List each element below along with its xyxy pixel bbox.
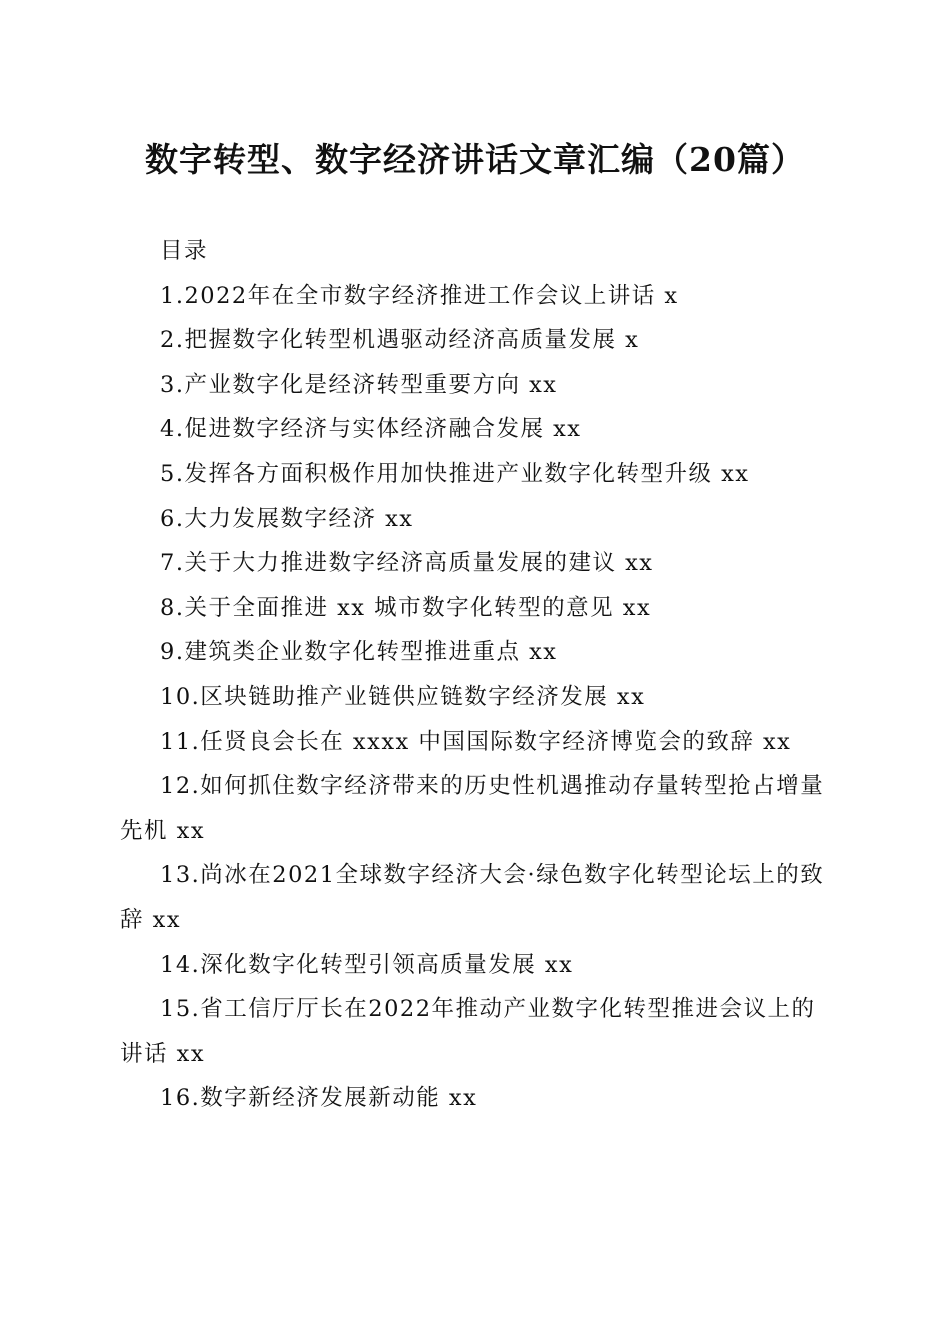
toc-item: 13.尚冰在2021全球数字经济大会·绿色数字化转型论坛上的致辞 xx (120, 862, 825, 933)
toc-item: 11.任贤良会长在 xxxx 中国国际数字经济博览会的致辞 xx (160, 728, 792, 755)
toc-item: 16.数字新经济发展新动能 xx (160, 1085, 478, 1112)
toc-item: 12.如何抓住数字经济带来的历史性机遇推动存量转型抢占增量先机 xx (120, 773, 825, 844)
table-of-contents (120, 229, 828, 1121)
toc-item: 3.产业数字化是经济转型重要方向 xx (160, 371, 558, 398)
toc-item: 5.发挥各方面积极作用加快推进产业数字化转型升级 xx (160, 460, 750, 487)
toc-item: 10.区块链助推产业链供应链数字经济发展 xx (160, 683, 646, 710)
toc-list (120, 274, 828, 1121)
toc-item: 9.建筑类企业数字化转型推进重点 xx (160, 639, 558, 666)
toc-item: 6.大力发展数字经济 xx (160, 505, 414, 532)
toc-item: 4.促进数字经济与实体经济融合发展 xx (160, 416, 582, 443)
toc-heading: 目录 (160, 238, 209, 264)
document-title: 数字转型、数字经济讲话文章汇编（20篇） (145, 140, 805, 179)
toc-item: 8.关于全面推进 xx 城市数字化转型的意见 xx (160, 594, 652, 621)
toc-item: 14.深化数字化转型引领高质量发展 xx (160, 951, 574, 978)
toc-item: 15.省工信厅厅长在2022年推动产业数字化转型推进会议上的讲话 xx (120, 996, 816, 1067)
toc-item: 2.把握数字化转型机遇驱动经济高质量发展 x (160, 327, 640, 354)
toc-item: 1.2022年在全市数字经济推进工作会议上讲话 x (160, 282, 679, 309)
toc-item: 7.关于大力推进数字经济高质量发展的建议 xx (160, 550, 654, 577)
